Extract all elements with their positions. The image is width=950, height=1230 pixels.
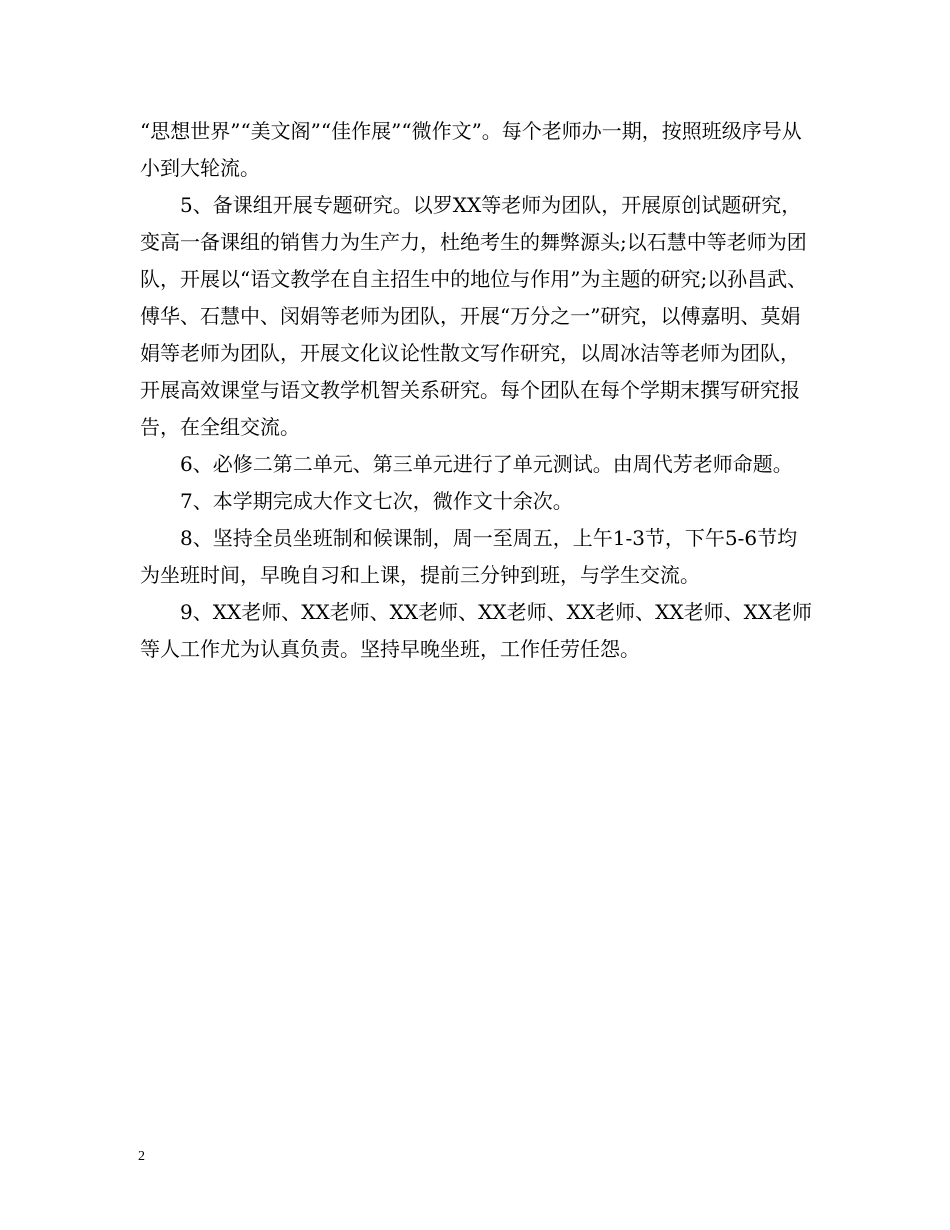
paragraph-item-9: 9、XX老师、XX老师、XX老师、XX老师、XX老师、XX老师、XX老师等人工作尤为认真负责。坚持早晚坐班，工作任劳任怨。 (140, 600, 813, 661)
paragraph-item-8: 8、坚持全员坐班制和候课制，周一至周五，上午1-3节，下午5-6节均为坐班时间，早晚自习和上课，提前三分钟到班，与学生交流。 (140, 526, 798, 587)
paragraph-item-5: 5、备课组开展专题研究。以罗XX等老师为团队，开展原创试题研究，变高一备课组的销售力为生产力，杜绝考生的舞弊源头;以石慧中等老师为团队，开展以“语文教学在自主招生中的地位与作用”为主题的研究;以孙昌武、傅华、石慧中、闵娟等老师为团队，开展“万分之一”研究，以傅嘉明、莫娟娟等老师为团队，开展文化议论性散文写作研究，以周冰洁等老师为团队，开展高效课堂与语文教学机智关系研究。每个团队在每个学期末撰写研究报告，在全组交流。 (140, 193, 808, 439)
page-number: 2 (138, 1149, 145, 1164)
paragraph-item-6: 6、必修二第二单元、第三单元进行了单元测试。由周代芳老师命题。 (180, 452, 793, 476)
paragraph-item-7: 7、本学期完成大作文七次，微作文十余次。 (180, 489, 573, 513)
paragraph-continued: “思想世界”“美文阁”“佳作展”“微作文”。每个老师办一期，按照班级序号从小到大轮流。 (140, 119, 802, 180)
document-body (140, 113, 814, 668)
